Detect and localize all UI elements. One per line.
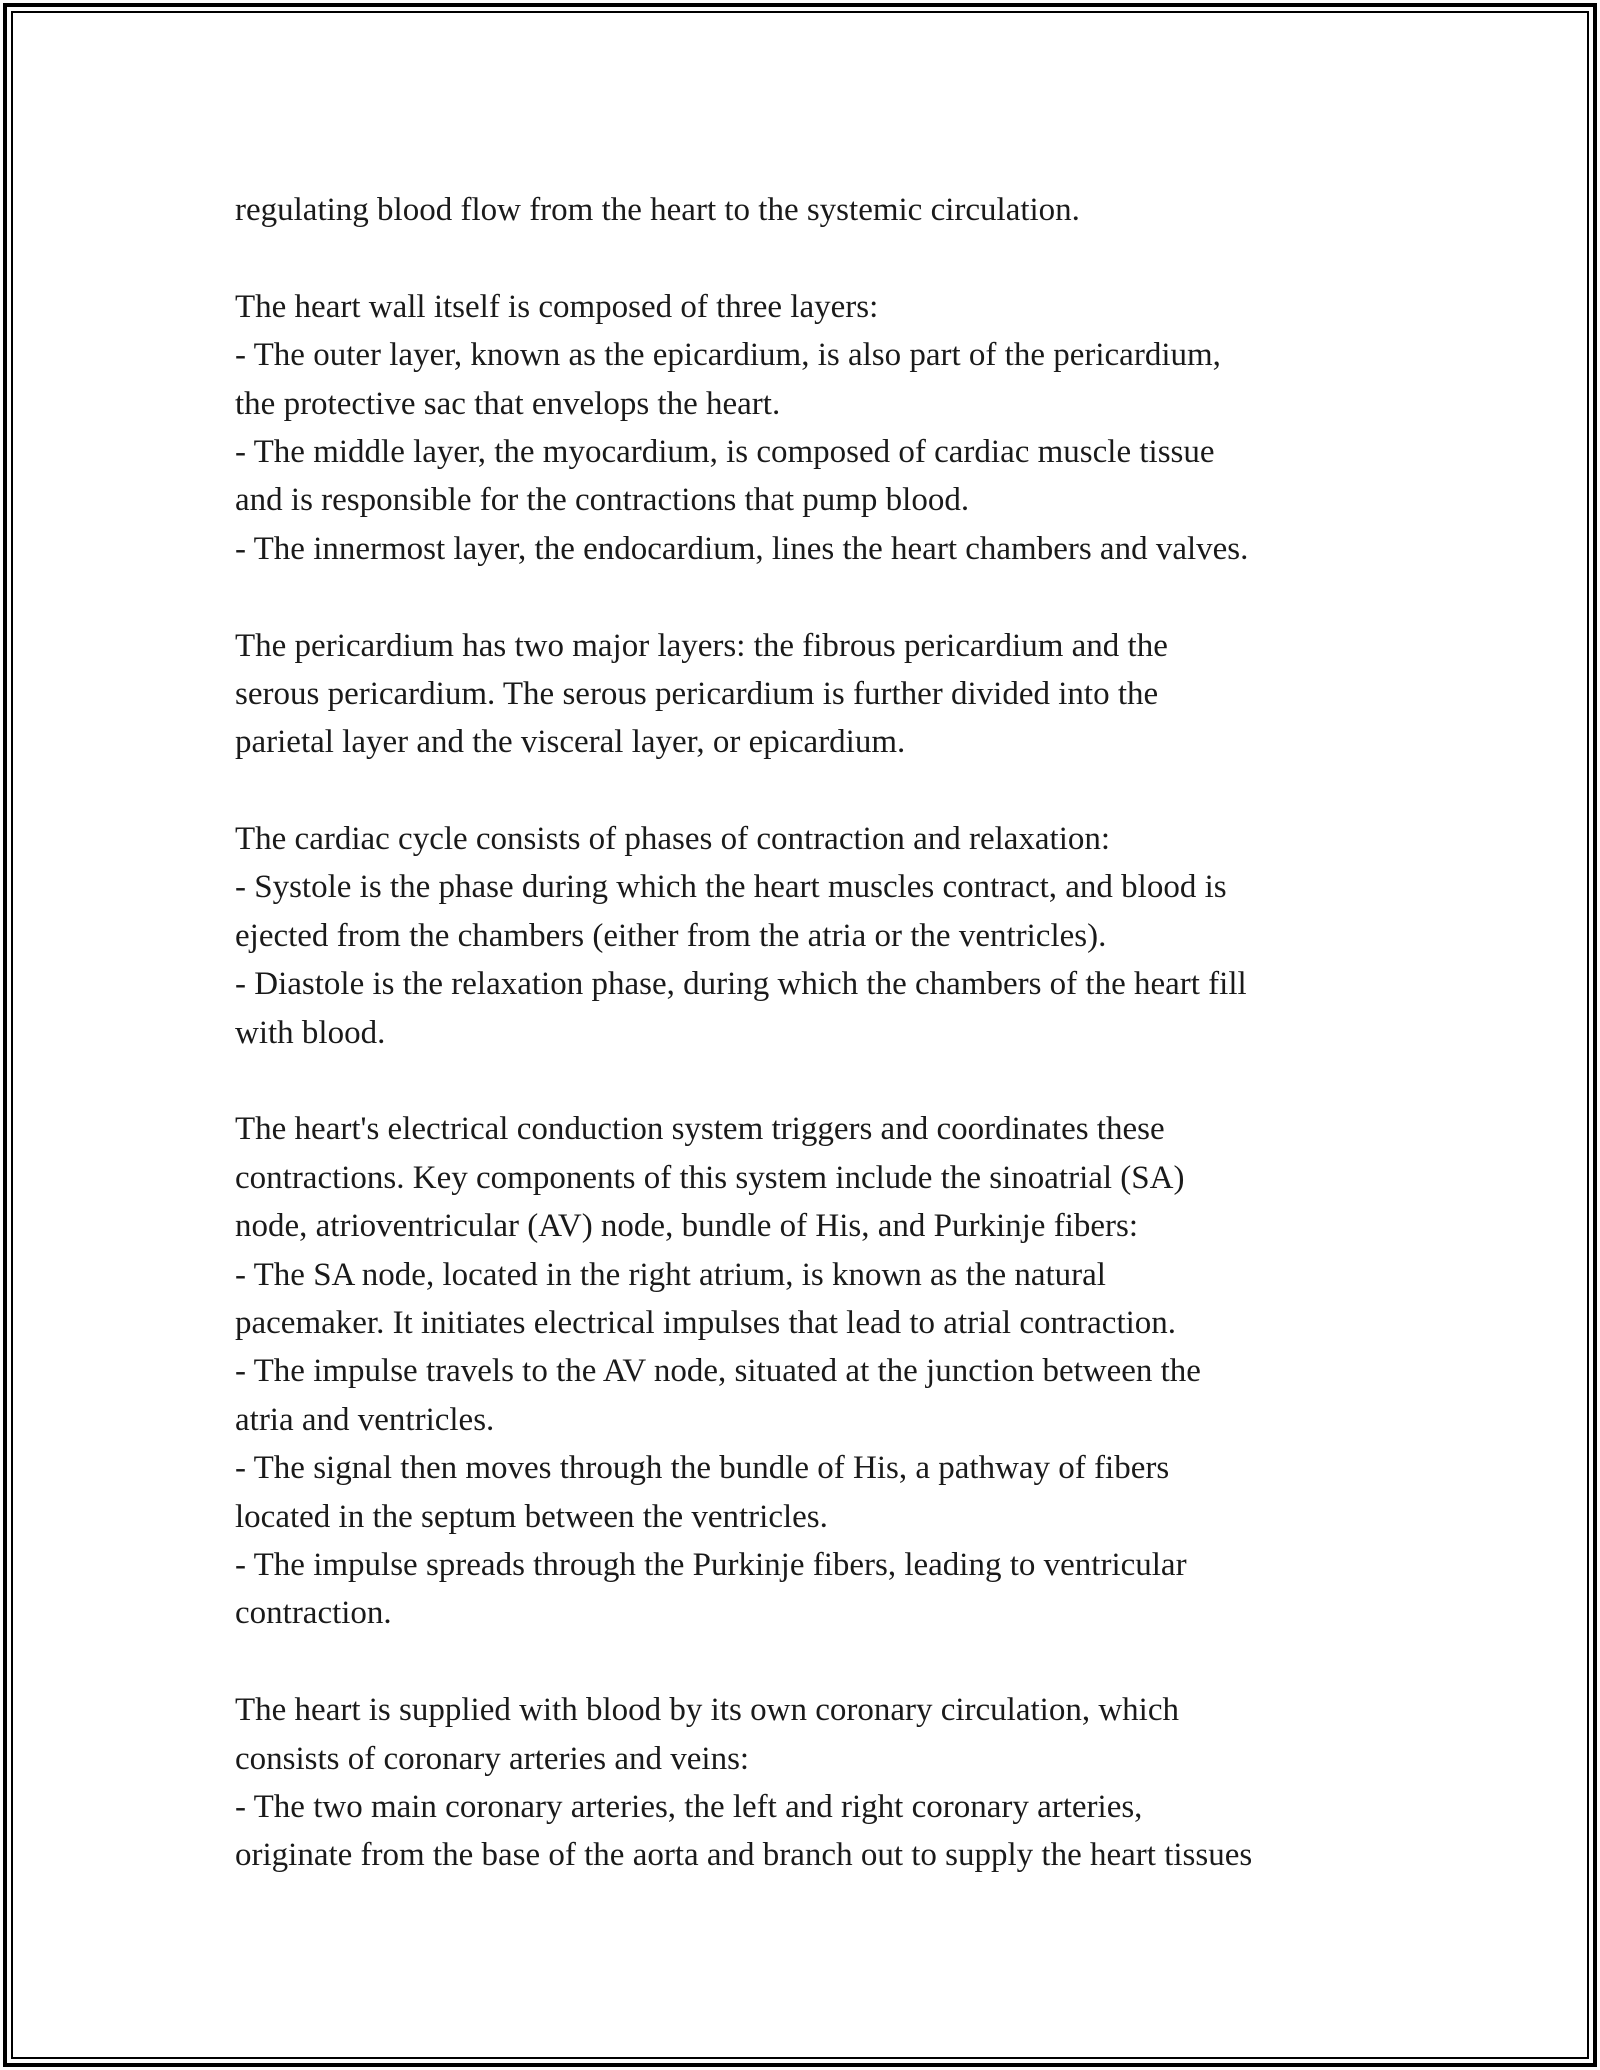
text-line: ejected from the chambers (either from the atria or the ventricles). [235,917,1107,954]
text-line: contraction. [235,1595,392,1632]
text-line: - The signal then moves through the bundle of His, a pathway of fibers [235,1450,1170,1487]
text-line: - The two main coronary arteries, the left and right coronary arteries, [235,1788,1143,1825]
text-line: the protective sac that envelops the heart. [235,385,781,422]
text-line: parietal layer and the visceral layer, or epicardium. [235,724,906,761]
text-line: contractions. Key components of this system include the sinoatrial (SA) [235,1159,1185,1196]
text-line: consists of coronary arteries and veins: [235,1740,750,1777]
text-line: with blood. [235,1014,386,1051]
text-line: - The innermost layer, the endocardium, lines the heart chambers and valves. [235,530,1249,567]
blank-line [235,767,1415,815]
text-line: The heart's electrical conduction system triggers and coordinates these [235,1111,1165,1148]
text-line: The heart is supplied with blood by its own coronary circulation, which [235,1692,1179,1729]
text-line: originate from the base of the aorta and branch out to supply the heart tissues [235,1837,1253,1874]
text-line: The heart wall itself is composed of three layers: [235,288,879,325]
blank-line [235,573,1415,621]
blank-line [235,1057,1415,1105]
blank-line [235,1638,1415,1686]
text-line: serous pericardium. The serous pericardium is further divided into the [235,675,1159,712]
text-line: - Systole is the phase during which the heart muscles contract, and blood is [235,869,1227,906]
text-line: pacemaker. It initiates electrical impulses that lead to atrial contraction. [235,1304,1177,1341]
text-line: atria and ventricles. [235,1401,495,1438]
text-line: - The middle layer, the myocardium, is composed of cardiac muscle tissue [235,433,1215,470]
text-line: node, atrioventricular (AV) node, bundle of His, and Purkinje fibers: [235,1208,1139,1245]
text-line: - The impulse travels to the AV node, situated at the junction between the [235,1353,1201,1390]
text-line: The pericardium has two major layers: the fibrous pericardium and the [235,627,1168,664]
text-line: The cardiac cycle consists of phases of contraction and relaxation: [235,821,1111,858]
text-line: regulating blood flow from the heart to the systemic circulation. [235,192,1080,228]
text-line: located in the septum between the ventricles. [235,1498,828,1535]
text-line: - The SA node, located in the right atrium, is known as the natural [235,1256,1106,1293]
blank-line [235,234,1415,282]
text-line: - Diastole is the relaxation phase, during which the chambers of the heart fill [235,966,1247,1003]
text-line: and is responsible for the contractions that pump blood. [235,482,970,519]
document-body [235,186,1415,1880]
text-line: - The impulse spreads through the Purkinje fibers, leading to ventricular [235,1546,1187,1583]
text-line: - The outer layer, known as the epicardium, is also part of the pericardium, [235,337,1221,374]
